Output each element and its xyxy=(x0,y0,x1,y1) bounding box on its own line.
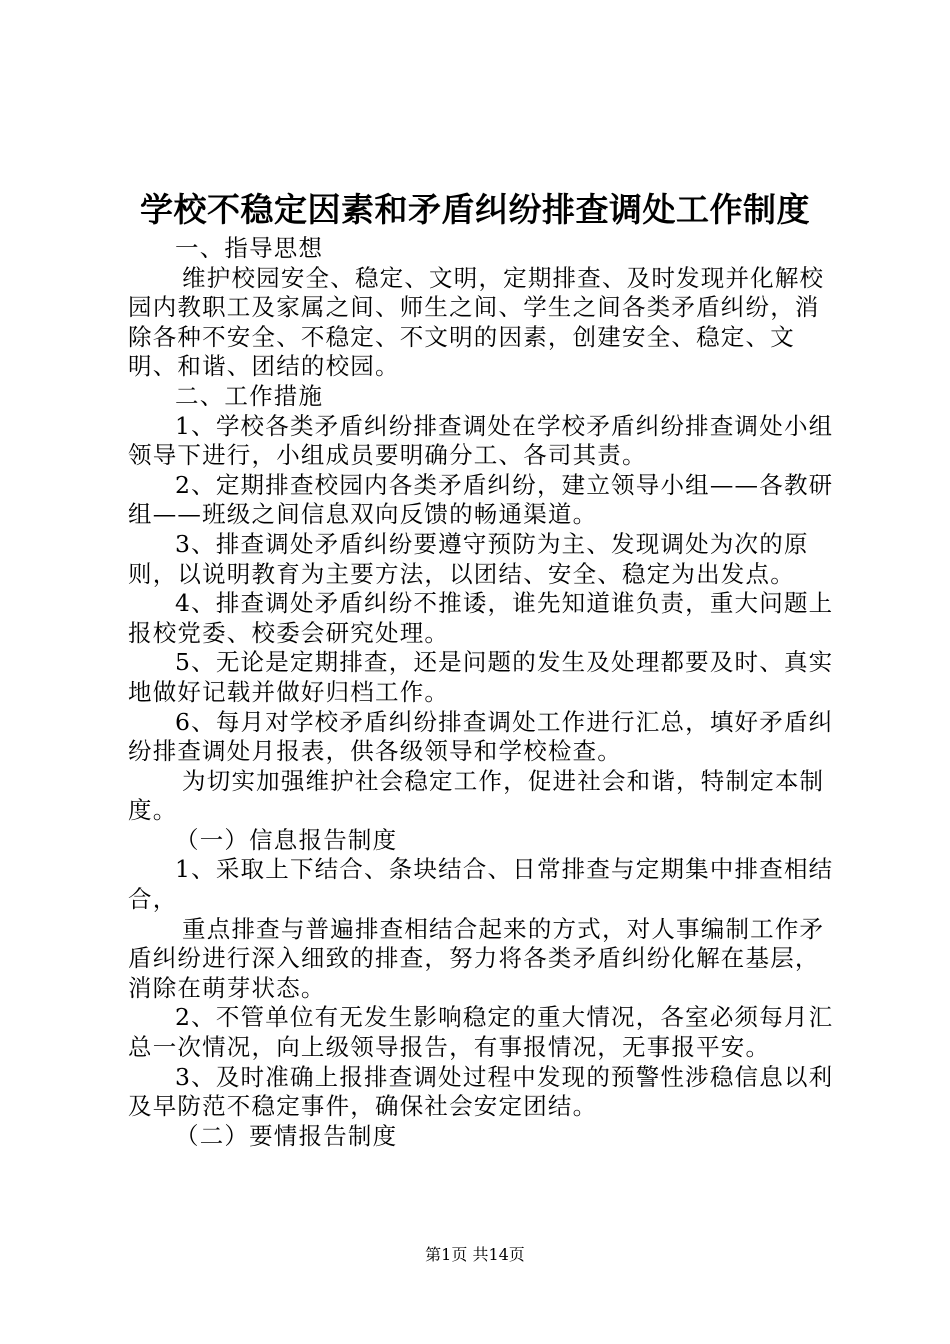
paragraph-measure-5: 5、无论是定期排查，还是问题的发生及处理都要及时、真实地做好记载并做好归档工作。 xyxy=(128,648,834,706)
paragraph-guiding-ideology: 维护校园安全、稳定、文明，定期排查、及时发现并化解校园内教职工及家属之间、师生之间、学生之间各类矛盾纠纷，消除各种不安全、不稳定、不文明的因素，创建安全、稳定、文明、和谐、团结的校园。 xyxy=(128,263,825,381)
paragraph-info-3: 3、及时准确上报排查调处过程中发现的预警性涉稳信息以利及早防范不稳定事件，确保社会安定团结。 xyxy=(128,1062,834,1121)
paragraph-measure-4: 4、排查调处矛盾纠纷不推诿，谁先知道谁负责，重大问题上报校党委、校委会研究处理。 xyxy=(128,589,834,647)
paragraph-purpose: 为切实加强维护社会稳定工作，促进社会和谐，特制定本制度。 xyxy=(128,766,825,825)
section-heading-work-measures: 二、工作措施 xyxy=(175,381,324,410)
paragraph-measure-3: 3、排查调处矛盾纠纷要遵守预防为主、发现调处为次的原则，以说明教育为主要方法，以团结、安全、稳定为出发点。 xyxy=(128,529,809,588)
section-heading-info-report: （一）信息报告制度 xyxy=(175,825,398,854)
paragraph-info-2: 2、不管单位有无发生影响稳定的重大情况，各室必须每月汇总一次情况，向上级领导报告，有事报情况，无事报平安。 xyxy=(128,1003,834,1062)
section-heading-key-report: （二）要情报告制度 xyxy=(175,1121,398,1150)
document-title: 学校不稳定因素和矛盾纠纷排查调处工作制度 xyxy=(140,190,810,229)
document-body xyxy=(128,234,834,1151)
paragraph-measure-1: 1、学校各类矛盾纠纷排查调处在学校矛盾纠纷排查调处小组领导下进行，小组成员要明确分工、各司其责。 xyxy=(128,411,834,470)
paragraph-info-1: 1、采取上下结合、条块结合、日常排查与定期集中排查相结合， xyxy=(128,855,834,914)
paragraph-measure-2: 2、定期排查校园内各类矛盾纠纷，建立领导小组——各教研组——班级之间信息双向反馈的畅通渠道。 xyxy=(128,470,834,529)
paragraph-info-1-cont: 重点排查与普遍排查相结合起来的方式，对人事编制工作矛盾纠纷进行深入细致的排查，努力将各类矛盾纠纷化解在基层，消除在萌芽状态。 xyxy=(128,914,825,1002)
section-heading-guiding-ideology: 一、指导思想 xyxy=(175,234,324,262)
page-footer: 第1页 共14页 xyxy=(425,1245,525,1264)
paragraph-measure-6: 6、每月对学校矛盾纠纷排查调处工作进行汇总，填好矛盾纠纷排查调处月报表，供各级领导和学校检查。 xyxy=(128,707,834,766)
